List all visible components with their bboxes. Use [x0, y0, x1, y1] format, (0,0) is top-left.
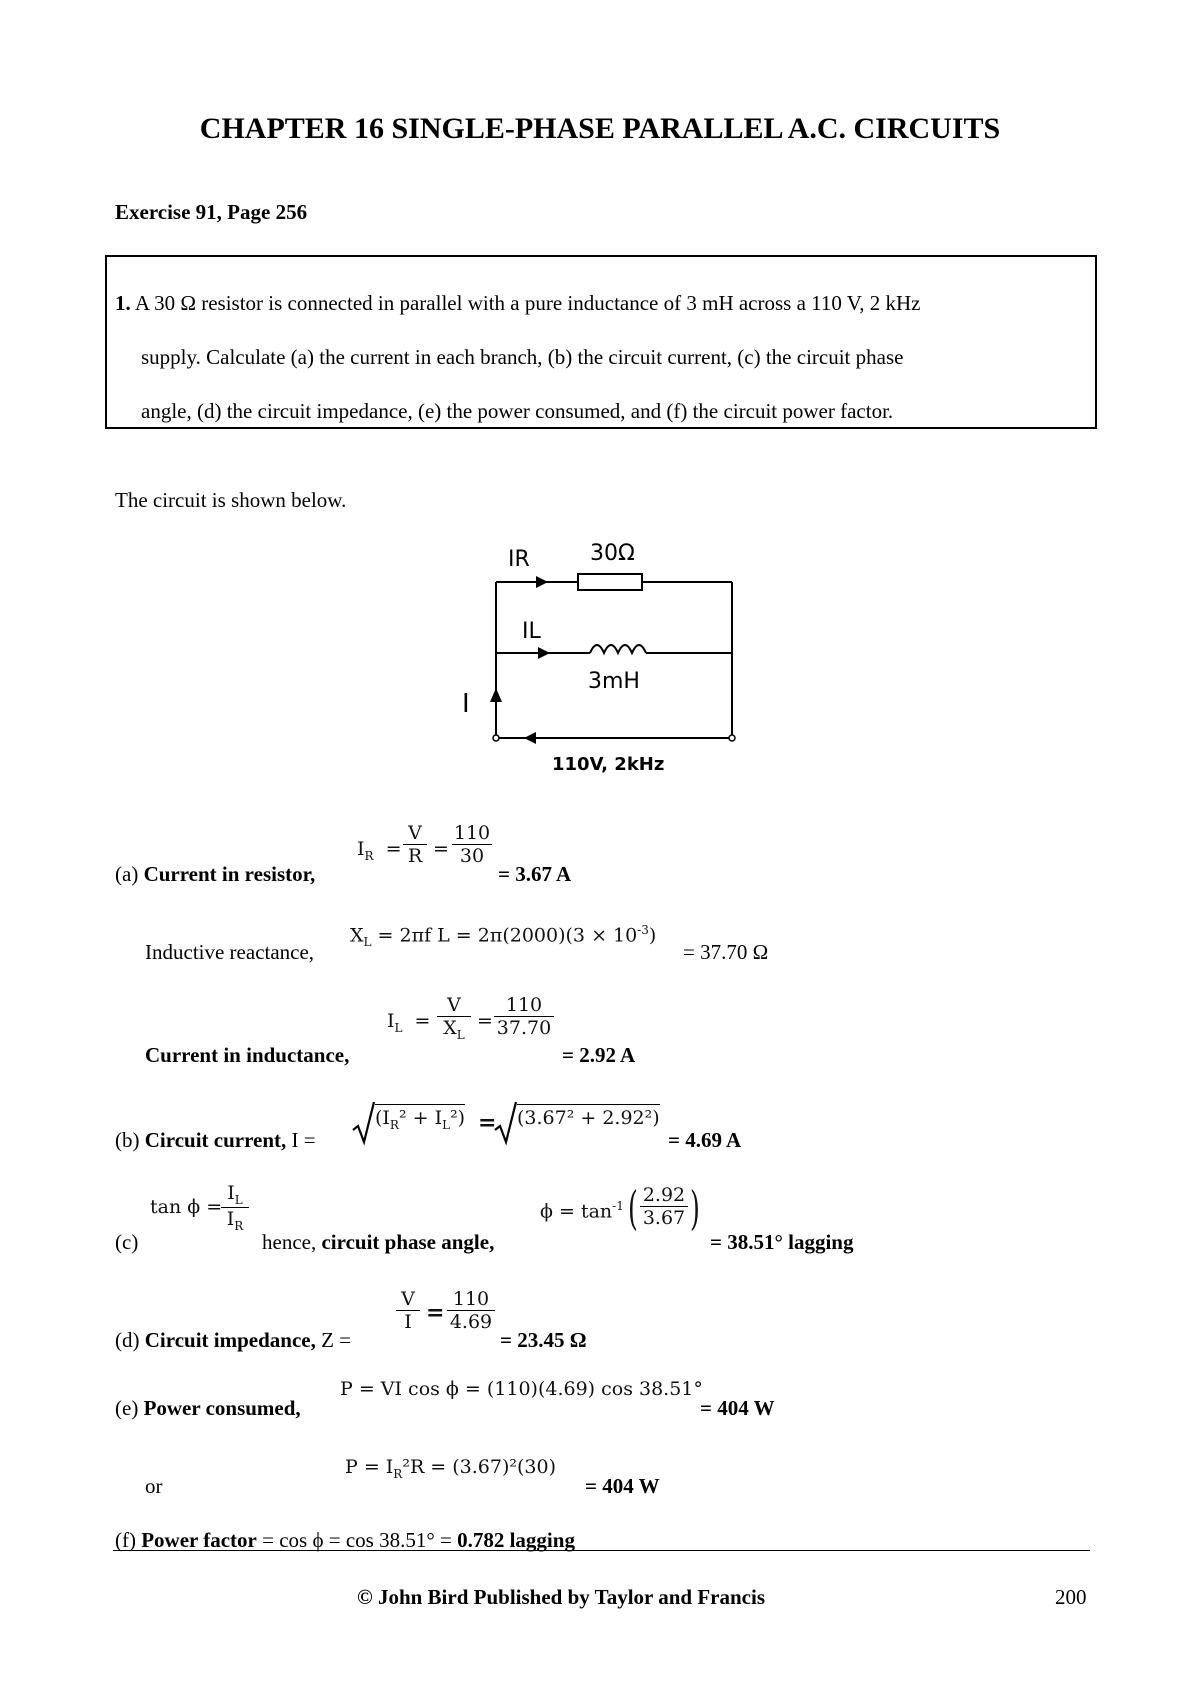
ir-fraction-2: $\frac{110}{30}$	[453, 822, 491, 867]
part-b-label: (b) Circuit current, I =	[115, 1128, 316, 1152]
i-label: I	[462, 689, 470, 719]
footer-rule	[113, 1550, 1090, 1551]
z-fraction-1: $\frac{V}{I}$	[396, 1288, 420, 1333]
circuit-diagram	[440, 530, 760, 780]
xl-equation: $X_L = 2\pi f$ $L = 2\pi(2000)(3 \times 10^{-3})$	[350, 923, 657, 950]
il-fraction-1: $\frac{V}{X_L}$	[437, 994, 471, 1042]
xl-label: Inductive reactance,	[145, 940, 315, 964]
il-label: IL	[522, 619, 541, 644]
e-result-2: = 404 W	[585, 1474, 660, 1498]
ir-label: IR	[508, 547, 530, 572]
resistor-label: 30Ω	[590, 541, 635, 566]
hence-text: hence, circuit phase angle,	[262, 1230, 495, 1254]
d-result: = 23.45 Ω	[500, 1328, 587, 1352]
power-eq-1: P = VI cos ϕ = (110)(4.69) cos 38.51°	[340, 1378, 703, 1400]
inductor-symbol	[590, 645, 646, 653]
sqrt-sign-1	[352, 1100, 376, 1146]
e-result-1: = 404 W	[700, 1396, 775, 1420]
page-number: 200	[1055, 1585, 1087, 1609]
part-c-label: (c)	[115, 1230, 139, 1254]
part-e-label: (e) Power consumed,	[115, 1396, 301, 1420]
question-number: 1.	[115, 291, 131, 315]
power-eq-2: $P = I_R^2R = (3.67)^2(30)$	[345, 1456, 557, 1481]
question-box	[105, 255, 1097, 429]
c-result: = 38.51° lagging	[710, 1230, 854, 1254]
question-line-1	[115, 291, 920, 316]
sqrt-sign-2	[494, 1100, 518, 1146]
il-eq-lhs: $I_L$ =	[387, 1010, 431, 1035]
paren-close: )	[690, 1181, 700, 1235]
question-text-1: A 30 Ω resistor is connected in parallel with a pure inductance of 3 mH across a 110 V, 2 kHz	[134, 291, 921, 315]
il-fraction-2: $\frac{110}{37.70}$	[494, 994, 554, 1039]
tan-fraction: $\frac{I_L}{I_R}$	[221, 1182, 249, 1233]
part-a-label: (a) Current in resistor,	[115, 862, 316, 886]
xl-result: = 37.70 Ω	[683, 940, 769, 964]
il-eq-2: =	[477, 1010, 493, 1032]
exercise-heading: Exercise 91, Page 256	[115, 200, 308, 224]
inductor-label: 3mH	[588, 669, 640, 694]
phi-lhs: $\phi = \tan^{-1}$	[540, 1199, 624, 1223]
question-line-3: angle, (d) the circuit impedance, (e) the power consumed, and (f) the circuit power factor.	[141, 399, 894, 423]
paren-open: (	[628, 1181, 638, 1235]
il-label: Current in inductance,	[145, 1043, 350, 1067]
tan-lhs: tan ϕ =	[150, 1196, 223, 1218]
ir-result: = 3.67 A	[498, 862, 572, 886]
part-d-label: (d) Circuit impedance, Z =	[115, 1328, 352, 1352]
phi-fraction: $\frac{2.92}{3.67}$	[640, 1184, 688, 1229]
intro-text: The circuit is shown below.	[115, 488, 347, 512]
ir-eq-lhs: $I_R$ =	[357, 838, 402, 863]
ir-eq-2: =	[433, 838, 449, 860]
resistor-symbol	[578, 574, 642, 590]
b-equals: =	[478, 1110, 497, 1136]
footer-copyright: © John Bird Published by Taylor and Francis	[357, 1585, 766, 1609]
sqrt-content-1: $(I_R^2 + I_L^2)$	[375, 1104, 465, 1132]
question-line-2: supply. Calculate (a) the current in each branch, (b) the circuit current, (c) the circuit phase	[141, 345, 904, 369]
part-f-label: (f) Power factor = cos ϕ = cos 38.51° = 0.782 lagging	[115, 1528, 575, 1552]
page-title: CHAPTER 16 SINGLE-PHASE PARALLEL A.C. CIRCUITS	[199, 112, 1001, 145]
or-text: or	[145, 1474, 163, 1498]
il-result: = 2.92 A	[562, 1043, 636, 1067]
supply-label: 110V, 2kHz	[552, 754, 665, 775]
z-equals: =	[426, 1300, 445, 1326]
z-fraction-2: $\frac{110}{4.69}$	[447, 1288, 495, 1333]
ir-fraction-1: $\frac{V}{R}$	[403, 822, 427, 867]
b-result: = 4.69 A	[668, 1128, 742, 1152]
sqrt-content-2: (3.67² + 2.92²)	[517, 1104, 660, 1129]
